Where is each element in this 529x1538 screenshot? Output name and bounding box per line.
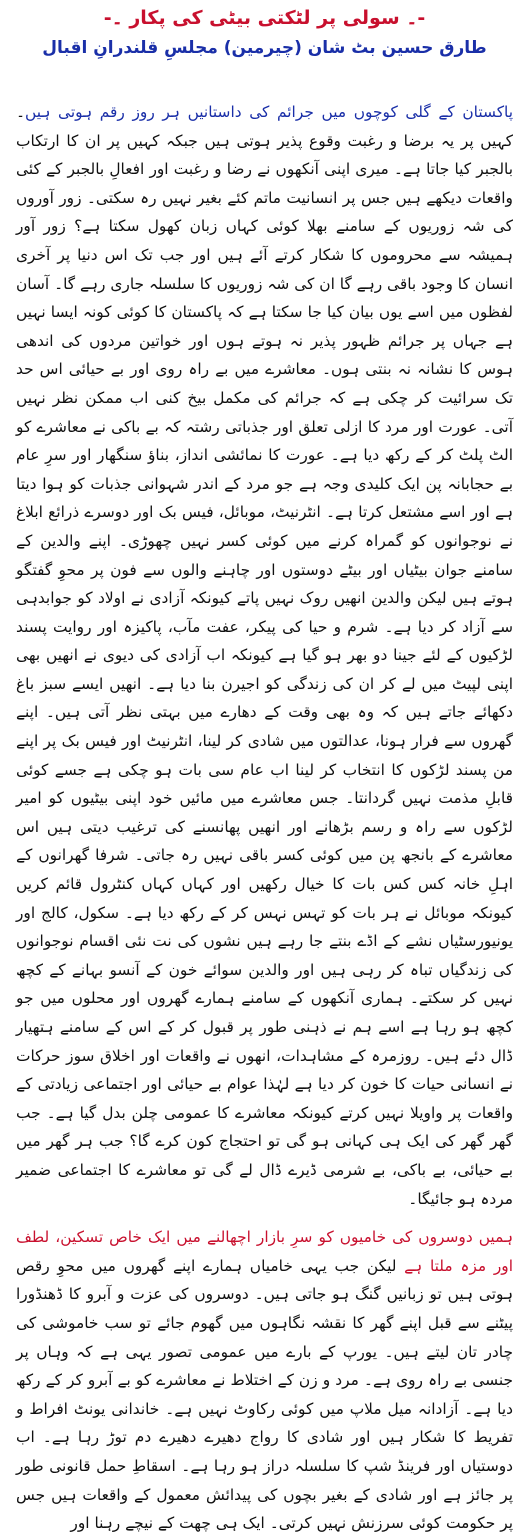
article-title: -۔ سولی پر لٹکتی بیٹی کی پکار ۔- (103, 7, 426, 29)
author-byline: طارق حسین بٹ شان (چیرمین) مجلسِ قلندرانِ اقبال (42, 38, 487, 58)
article-paragraph-2 (16, 1223, 513, 1538)
paragraph-body: لیکن جب یہی خامیاں ہمارے اپنے گھروں میں محوِ رقص ہوتی ہیں تو زبانیں گنگ ہو جاتی ہیں۔ دوسروں کی عزت و آبرو کا ڈھنڈورا پیٹنے سے قبل اپنے گھر کا نقشہ نگاہوں میں گھوم جائے تو سب خاموشی کی چادر تان لیتے ہیں۔ یورپ کے بارے میں عمومی تصور یہی ہے کہ وہاں پر جنسی بے راہ روی ہے۔ مرد و زن کے اختلاط نے معاشرے کو بے آبرو کر کے رکھ دیا ہے۔ آزادانہ میل ملاپ میں کوئی رکاوٹ نہیں ہے۔ خاندانی یونٹ افراط و تفریط کا شکار ہیں اور شادی کا رواج دھیرے دھیرے دم توڑ رہا ہے۔ اب دوستیاں اور فرینڈ شپ کا سلسلہ دراز ہو رہا ہے۔ اسقاطِ حمل قانونی طور پر جائز ہے اور شادی کے بغیر بچوں کی پیدائش معمول کے واقعات ہیں جس پر حکومت کوئی سرزنش نہیں کرتی۔ ایک ہی چھت کے نیچے رہنا اور (16, 1256, 513, 1533)
paragraph-lead-highlight: ہمیں دوسروں کی خامیوں کو سرِ بازار اچھالنے میں ایک خاص تسکین، لطف اور مزہ ملتا ہے (16, 1228, 513, 1275)
paragraph-lead-highlight: پاکستان کے گلی کوچوں میں جرائم کی داستانیں ہر روز رقم ہوتی ہیں (25, 103, 513, 121)
article-paragraph-1 (16, 98, 513, 1213)
paragraph-body: ۔ کہیں پر یہ برضا و رغبت وقوع پذیر ہوتی ہیں جبکہ کہیں پر ان کا ارتکاب بالجبر کیا جاتا ہے۔ میری اپنی آنکھوں نے رضا و رغبت اور افعالِ بالجبر کے کئی واقعات دیکھے ہیں جس پر انسانیت ماتم کئے بغیر نہیں رہ سکتی۔ زور آوروں کی شہ زوریوں کے سامنے بھلا کوئی کہاں زبان کھول سکتا ہے؟ زور آور ہمیشہ سے محروموں کا شکار کرتے آئے ہیں اور جب تک اس دنیا پر آخری انسان کا وجود باقی رہے گا ان کی شہ زوریوں کا سلسلہ جاری رہے گا۔ آسان لفظوں میں اسے یوں بیان کیا جا سکتا ہے کہ پاکستان کا کوئی کونہ ایسا نہیں ہے جہاں پر جرائم ظہور پذیر نہ ہوتے ہوں اور خواتین مردوں کی اندھی ہوس کا نشانہ نہ بنتی ہوں۔ معاشرے میں بے راہ روی اور بے حیائی اس حد تک سرائیت کر چکی ہے کہ جرائم کی مکمل بیخ کنی اب ممکن نظر نہیں آتی۔ عورت اور مرد کا ازلی تعلق اور جذباتی رشتہ کہ بے باکی نے معاشرے کو الٹ پلٹ کر کے رکھ دیا ہے۔ عورت کا نمائشی انداز، بناؤ سنگھار اور سرِ عام بے حجابانہ پن ایک کلیدی وجہ ہے جو مرد کے اندر شہوانی جذبات کو ہوا دیتا ہے اور اسے مشتعل کرتا ہے۔ انٹرنیٹ، موبائل، فیس بک اور دوسرے ذرائع ابلاغ نے نوجوانوں کو گمراہ کرنے میں کوئی کسر نہیں چھوڑی۔ اپنے والدین کے سامنے جوان بیٹیاں اور بیٹے دوستوں اور چاہنے والوں سے فون پر محوِ گفتگو ہوتے ہیں لیکن والدین انھیں روک نہیں پاتے کیونکہ آزادی نے اولاد کو جوابدہی سے آزاد کر دیا ہے۔ شرم و حیا کی پیکر، عفت مآب، پاکیزہ اور روایت پسند لڑکیوں کے لئے جینا دو بھر ہو گیا ہے کیونکہ اب آزادی کی دیوی نے انھیں بھی اپنی لپیٹ میں لے کر ان کی زندگی کو اجیرن بنا دیا ہے۔ انھیں ایسے سبز باغ دکھائے جاتے ہیں کہ وہ بھی وقت کے دھارے میں بہتی نظر آتی ہیں۔ اپنے گھروں سے فرار ہونا، عدالتوں میں شادی کر لینا، انٹرنیٹ اور فیس بک پر اپنے من پسند لڑکوں کا انتخاب کر لینا اب عام سی بات ہو چکی ہے جسے کوئی قابلِ مذمت نہیں گردانتا۔ جس معاشرے میں مائیں خود اپنی بیٹیوں کو امیر لڑکوں سے راہ و رسم بڑھانے اور انھیں پھانسنے کی ترغیب دیتی ہیں اس معاشرے کے بانجھ پن میں کوئی کسر باقی نہیں رہ جاتی۔ شرفا گھرانوں کے اہلِ خانہ کس کس بات کا خیال رکھیں اور کہاں کہاں کنٹرول قائم کریں کیونکہ موبائل نے ہر بات کو تہس نہس کر کے رکھ دیا ہے۔ سکول، کالج اور یونیورسٹیاں نشے کے اڈے بنتے جا رہے ہیں نشوں کی نت نئی اقسام نوجوانوں کی زندگیاں تباہ کر رہی ہیں اور والدین سوائے خون کے آنسو بہانے کے کچھ نہیں کر سکتے۔ ہماری آنکھوں کے سامنے ہمارے گھروں اور محلوں میں جو کچھ ہو رہا ہے اسے ہم نے ذہنی طور پر قبول کر کے اس کے سامنے ہتھیار ڈال دئے ہیں۔ روزمرہ کے مشاہدات، انھوں نے واقعات اور اخلاق سوز حرکات نے انسانی حیات کا خون کر دیا ہے لہٰذا عوام بے حیائی اور اجتماعی زیادتی کے واقعات پر واویلا نہیں کرتے کیونکہ معاشرے کا عمومی چلن بدل گیا ہے۔ جب گھر گھر کی ایک ہی کہانی ہو گی تو احتجاج کون کرے گا؟ جب ہر گھر میں بے حیائی، بے باکی، بے شرمی ڈیرے ڈال لے گی تو معاشرے کا اجتماعی ضمیر مردہ ہو جائیگا۔ (16, 103, 513, 1208)
header-spacer (16, 62, 513, 98)
